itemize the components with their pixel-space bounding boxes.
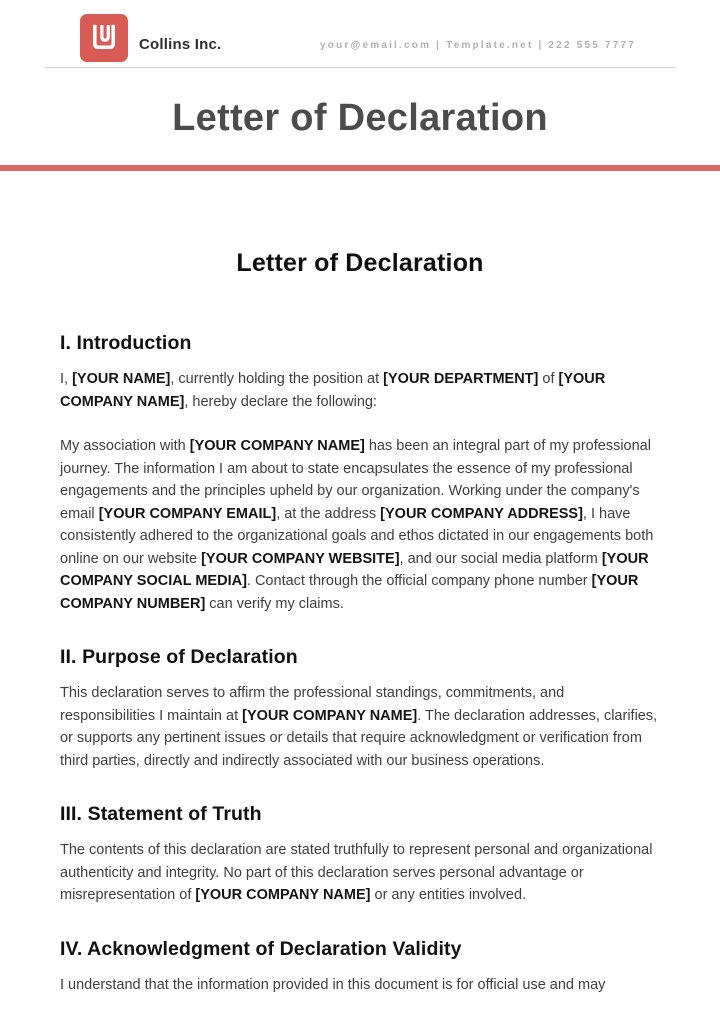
paragraph-text: The contents of this declaration are stated truthfully to represent personal and organizational authenticity and integrity. No part of this declaration serves personal advantage or misrepresentation of [60, 842, 653, 903]
placeholder-field: [YOUR COMPANY WEBSITE] [201, 550, 400, 567]
placeholder-field: [YOUR COMPANY NAME] [242, 707, 418, 724]
placeholder-field: [YOUR COMPANY SOCIAL MEDIA] [60, 550, 649, 589]
placeholder-field: [YOUR COMPANY EMAIL] [98, 505, 277, 522]
banner-title: Letter of Declaration [172, 97, 548, 139]
paragraph-text: This declaration serves to affirm the professional standings, commitments, and responsibilities I maintain at [60, 685, 565, 724]
paragraph-text: , at the address [276, 505, 381, 522]
section-heading: IV. Acknowledgment of Declaration Validity [60, 937, 462, 960]
contact-line: your@email.com | Template.net | 222 555 7777 [320, 40, 636, 51]
placeholder-field: [YOUR COMPANY NUMBER] [60, 573, 639, 612]
paragraph-text: , hereby declare the following: [184, 393, 377, 410]
paragraph [60, 682, 660, 772]
sections-container [60, 331, 660, 996]
letterhead [0, 0, 720, 62]
paragraph-text: , currently holding the position at [170, 371, 384, 387]
paragraph-text: My association with [60, 438, 190, 454]
company-name: Collins Inc. [139, 36, 222, 53]
document-title: Letter of Declaration [236, 249, 484, 277]
document-body [0, 248, 720, 996]
company-logo-icon [80, 14, 128, 62]
placeholder-field: [YOUR COMPANY NAME] [189, 438, 365, 454]
paragraph-text: I understand that the information provided in this document is for official use and may [60, 976, 606, 993]
paragraph-text: of [538, 371, 559, 387]
section-heading: I. Introduction [60, 332, 192, 354]
paragraph [60, 974, 660, 997]
paragraph-text: . The declaration addresses, clarifies, or supports any pertinent issues or details that require acknowledgment or verification from third parties, directly and indirectly associated with our business operations. [60, 707, 658, 769]
header-divider [45, 67, 676, 68]
paragraph-text: , I have consistently adhered to the organizational goals and ethos dictated in our engagements both online on our website [60, 505, 654, 567]
placeholder-field: [YOUR COMPANY NAME] [195, 887, 371, 903]
paragraph-text: has been an integral part of my professional journey. The information I am about to state encapsulates the essence of my professional engagements and the principles upheld by our organization. Working under the company's email [60, 438, 651, 522]
paragraph-text: , and our social media platform [399, 550, 602, 567]
accent-rule [0, 165, 720, 171]
section-heading: II. Purpose of Declaration [60, 646, 298, 668]
paragraph-text: . Contact through the official company phone number [246, 573, 592, 589]
paragraph-text: or any entities involved. [370, 887, 527, 903]
placeholder-field: [YOUR DEPARTMENT] [383, 371, 539, 387]
paragraph [60, 368, 660, 413]
placeholder-field: [YOUR NAME] [72, 371, 171, 387]
placeholder-field: [YOUR COMPANY ADDRESS] [380, 505, 583, 522]
paragraph [60, 839, 660, 907]
paragraph [60, 435, 660, 615]
section-heading: III. Statement of Truth [60, 803, 262, 825]
paragraph-text: can verify my claims. [205, 595, 344, 612]
paragraph-text: I, [60, 371, 73, 387]
placeholder-field: [YOUR COMPANY NAME] [60, 371, 606, 410]
brand-block [80, 14, 221, 62]
